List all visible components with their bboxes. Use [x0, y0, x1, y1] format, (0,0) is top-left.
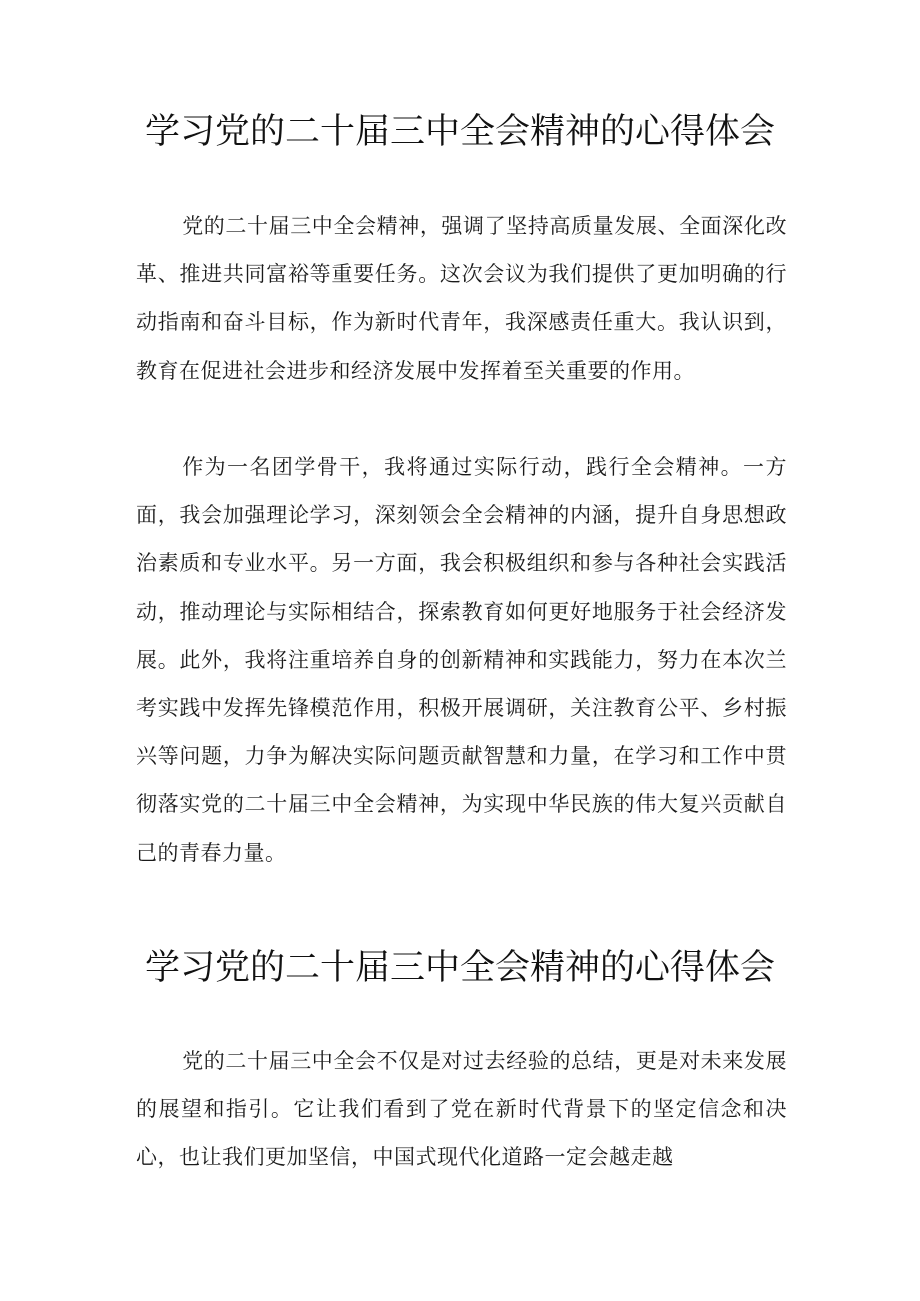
section-2-title: 学习党的二十届三中全会精神的心得体会	[144, 948, 775, 988]
section-1-paragraph-1: 党的二十届三中全会精神，强调了坚持高质量发展、全面深化改革、推进共同富裕等重要任务。这次会议为我们提供了更加明确的行动指南和奋斗目标，作为新时代青年，我深感责任重大。我认识到，教育在促进社会进步和经济发展中发挥着至关重要的作用。	[136, 214, 787, 383]
section-1-paragraph-2: 作为一名团学骨干，我将通过实际行动，践行全会精神。一方面，我会加强理论学习，深刻领会全会精神的内涵，提升自身思想政治素质和专业水平。另一方面，我会积极组织和参与各种社会实践活动，推动理论与实际相结合，探索教育如何更好地服务于社会经济发展。此外，我将注重培养自身的创新精神和实践能力，努力在本次兰考实践中发挥先锋模范作用，积极开展调研，关注教育公平、乡村振兴等问题，力争为解决实际问题贡献智慧和力量，在学习和工作中贯彻落实党的二十届三中全会精神，为实现中华民族的伟大复兴贡献自己的青春力量。	[136, 455, 787, 865]
section-1-title: 学习党的二十届三中全会精神的心得体会	[144, 112, 775, 152]
section-2-paragraph-1: 党的二十届三中全会不仅是对过去经验的总结，更是对未来发展的展望和指引。它让我们看到了党在新时代背景下的坚定信念和决心，也让我们更加坚信，中国式现代化道路一定会越走越	[136, 1049, 787, 1170]
